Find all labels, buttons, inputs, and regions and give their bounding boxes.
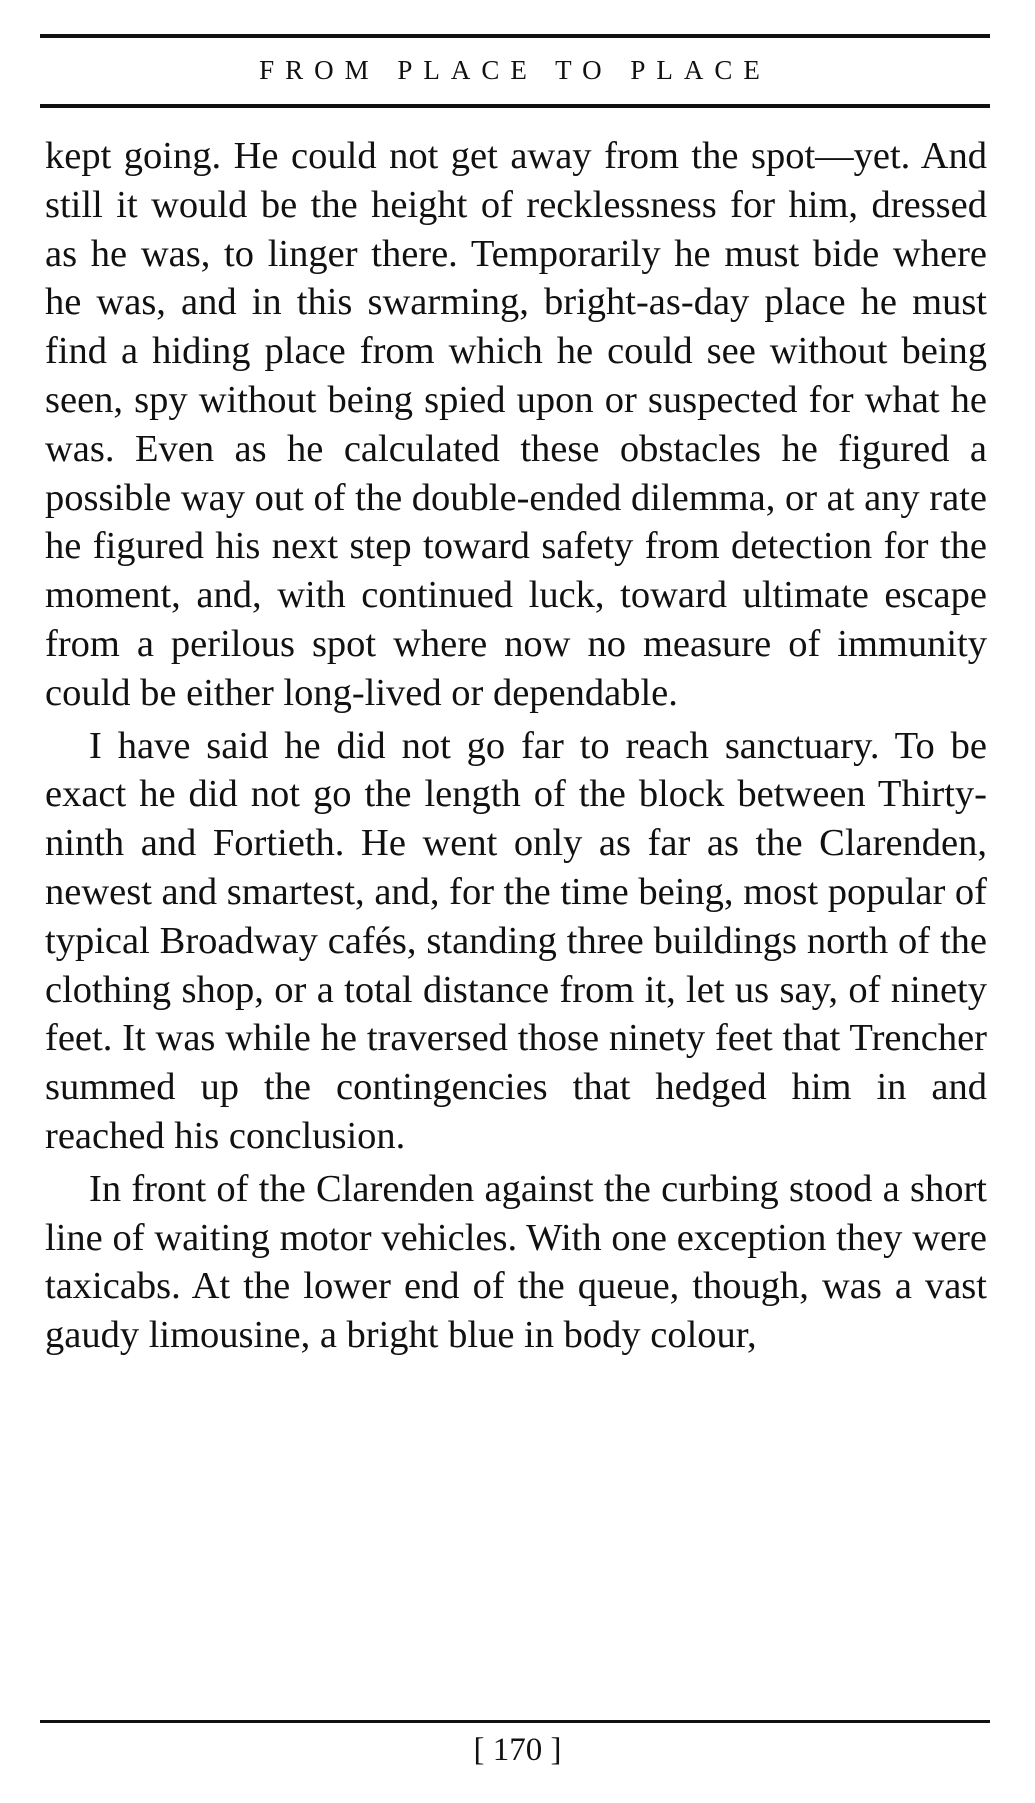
running-head: FROM PLACE TO PLACE [259,55,771,85]
footer-rule [40,1720,990,1723]
paragraph-3: In front of the Clarenden against the curbing stood a short line of waiting motor vehicles. With one exception they were taxicabs. At the lower end of the queue, though, was a vast gaudy limousine, a bright blue in body colour, [45,1167,987,1357]
header-rule [40,104,990,108]
paragraph-2: I have said he did not go far to reach sanctuary. To be exact he did not go the length of the block between Thirty-ninth and Fortieth. He went only as far as the Clarenden, newest and smartest, and, for the time being, most popular of typical Broadway cafés, standing three buildings north of the clothing shop, or a total distance from it, let us say, of ninety feet. It was while he traversed those ninety feet that Trencher summed up the contingencies that hedged him in and reached his conclusion. [45,724,987,1157]
page-body [45,132,987,1360]
page-number: [ 170 ] [473,1732,562,1768]
paragraph-1: kept going. He could not get away from the spot—yet. And still it would be the height of recklessness for him, dressed as he was, to linger there. Temporarily he must bide where he was, and in this swarming, bright-as-day place he must find a hiding place from which he could see without being seen, spy without being spied upon or suspected for what he was. Even as he calculated these obstacles he figured a possible way out of the double-ended dilemma, or at any rate he figured his next step toward safety from detection for the moment, and, with continued luck, toward ultimate escape from a perilous spot where now no measure of immunity could be either long-lived or dependable. [45,135,987,714]
top-rule [40,34,990,38]
